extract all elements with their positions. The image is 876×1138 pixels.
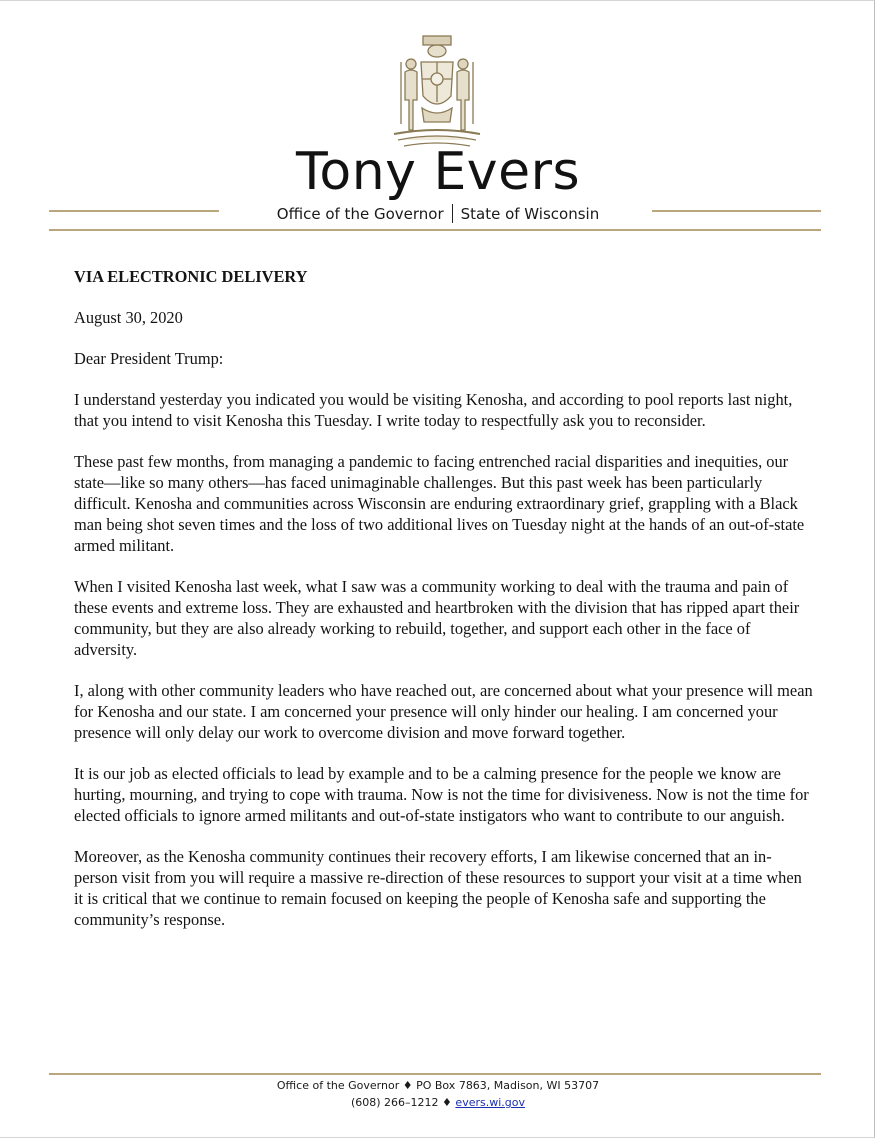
paragraph: It is our job as elected officials to lead by example and to be a calming presence for the people we know are hurting, mourning, and trying to cope with trauma. Now is not the time for divisiveness. Now is not the time for elected officials to ignore armed militants and out-of-state instigators who want to contribute to our anguish. xyxy=(74,764,809,825)
office-title: Office of the Governor xyxy=(276,205,444,223)
footer-rule xyxy=(49,1073,821,1075)
paragraph: When I visited Kenosha last week, what I saw was a community working to deal with the trauma and pain of these events and extreme loss. They are exhausted and heartbroken with the division that has ripped apart their community, but they are also already working to rebuild, together, and support each other in the face of adversity. xyxy=(74,577,800,659)
footer-address: Office of the Governor ♦ PO Box 7863, Madison, WI 53707 xyxy=(276,1079,600,1092)
salutation: Dear President Trump: xyxy=(74,349,224,368)
letter-date: August 30, 2020 xyxy=(74,308,183,327)
letter-body xyxy=(74,266,814,950)
footer xyxy=(0,1077,876,1111)
paragraph: Moreover, as the Kenosha community continues their recovery efforts, I am likewise concerned that an in-person visit from you will require a massive re-direction of these resources to support your visit at a time when it is critical that we continue to remain focused on keeping the people of Kenosha safe and supporting the community’s response. xyxy=(74,847,802,929)
office-separator xyxy=(452,204,453,223)
state-title: State of Wisconsin xyxy=(460,205,600,223)
office-line xyxy=(0,204,876,223)
delivery-method: VIA ELECTRONIC DELIVERY xyxy=(74,267,308,286)
paragraph: I understand yesterday you indicated you would be visiting Kenosha, and according to pool reports last night, that you intend to visit Kenosha this Tuesday. I write today to respectfully ask you to reconsider. xyxy=(74,390,793,430)
state-seal-icon xyxy=(382,34,492,158)
paragraph: These past few months, from managing a pandemic to facing entrenched racial disparities and inequities, our state—like so many others—has faced unimaginable challenges. But this past week has been particularly difficult. Kenosha and communities across Wisconsin are enduring extraordinary grief, grappling with a Black man being shot seven times and the loss of two additional lives on Tuesday night at the hands of an out-of-state armed militant. xyxy=(74,452,805,555)
paragraph: I, along with other community leaders who have reached out, are concerned about what your presence will mean for Kenosha and our state. I am concerned your presence will only hinder our healing. I am concerned your presence will only delay our work to overcome division and move forward together. xyxy=(74,681,813,742)
governor-name: Tony Evers xyxy=(295,142,581,202)
header-rule-full xyxy=(49,229,821,231)
website-link[interactable]: evers.wi.gov xyxy=(455,1096,525,1109)
footer-phone: (608) 266–1212 ♦ xyxy=(350,1096,452,1109)
footer-contact xyxy=(0,1094,876,1111)
